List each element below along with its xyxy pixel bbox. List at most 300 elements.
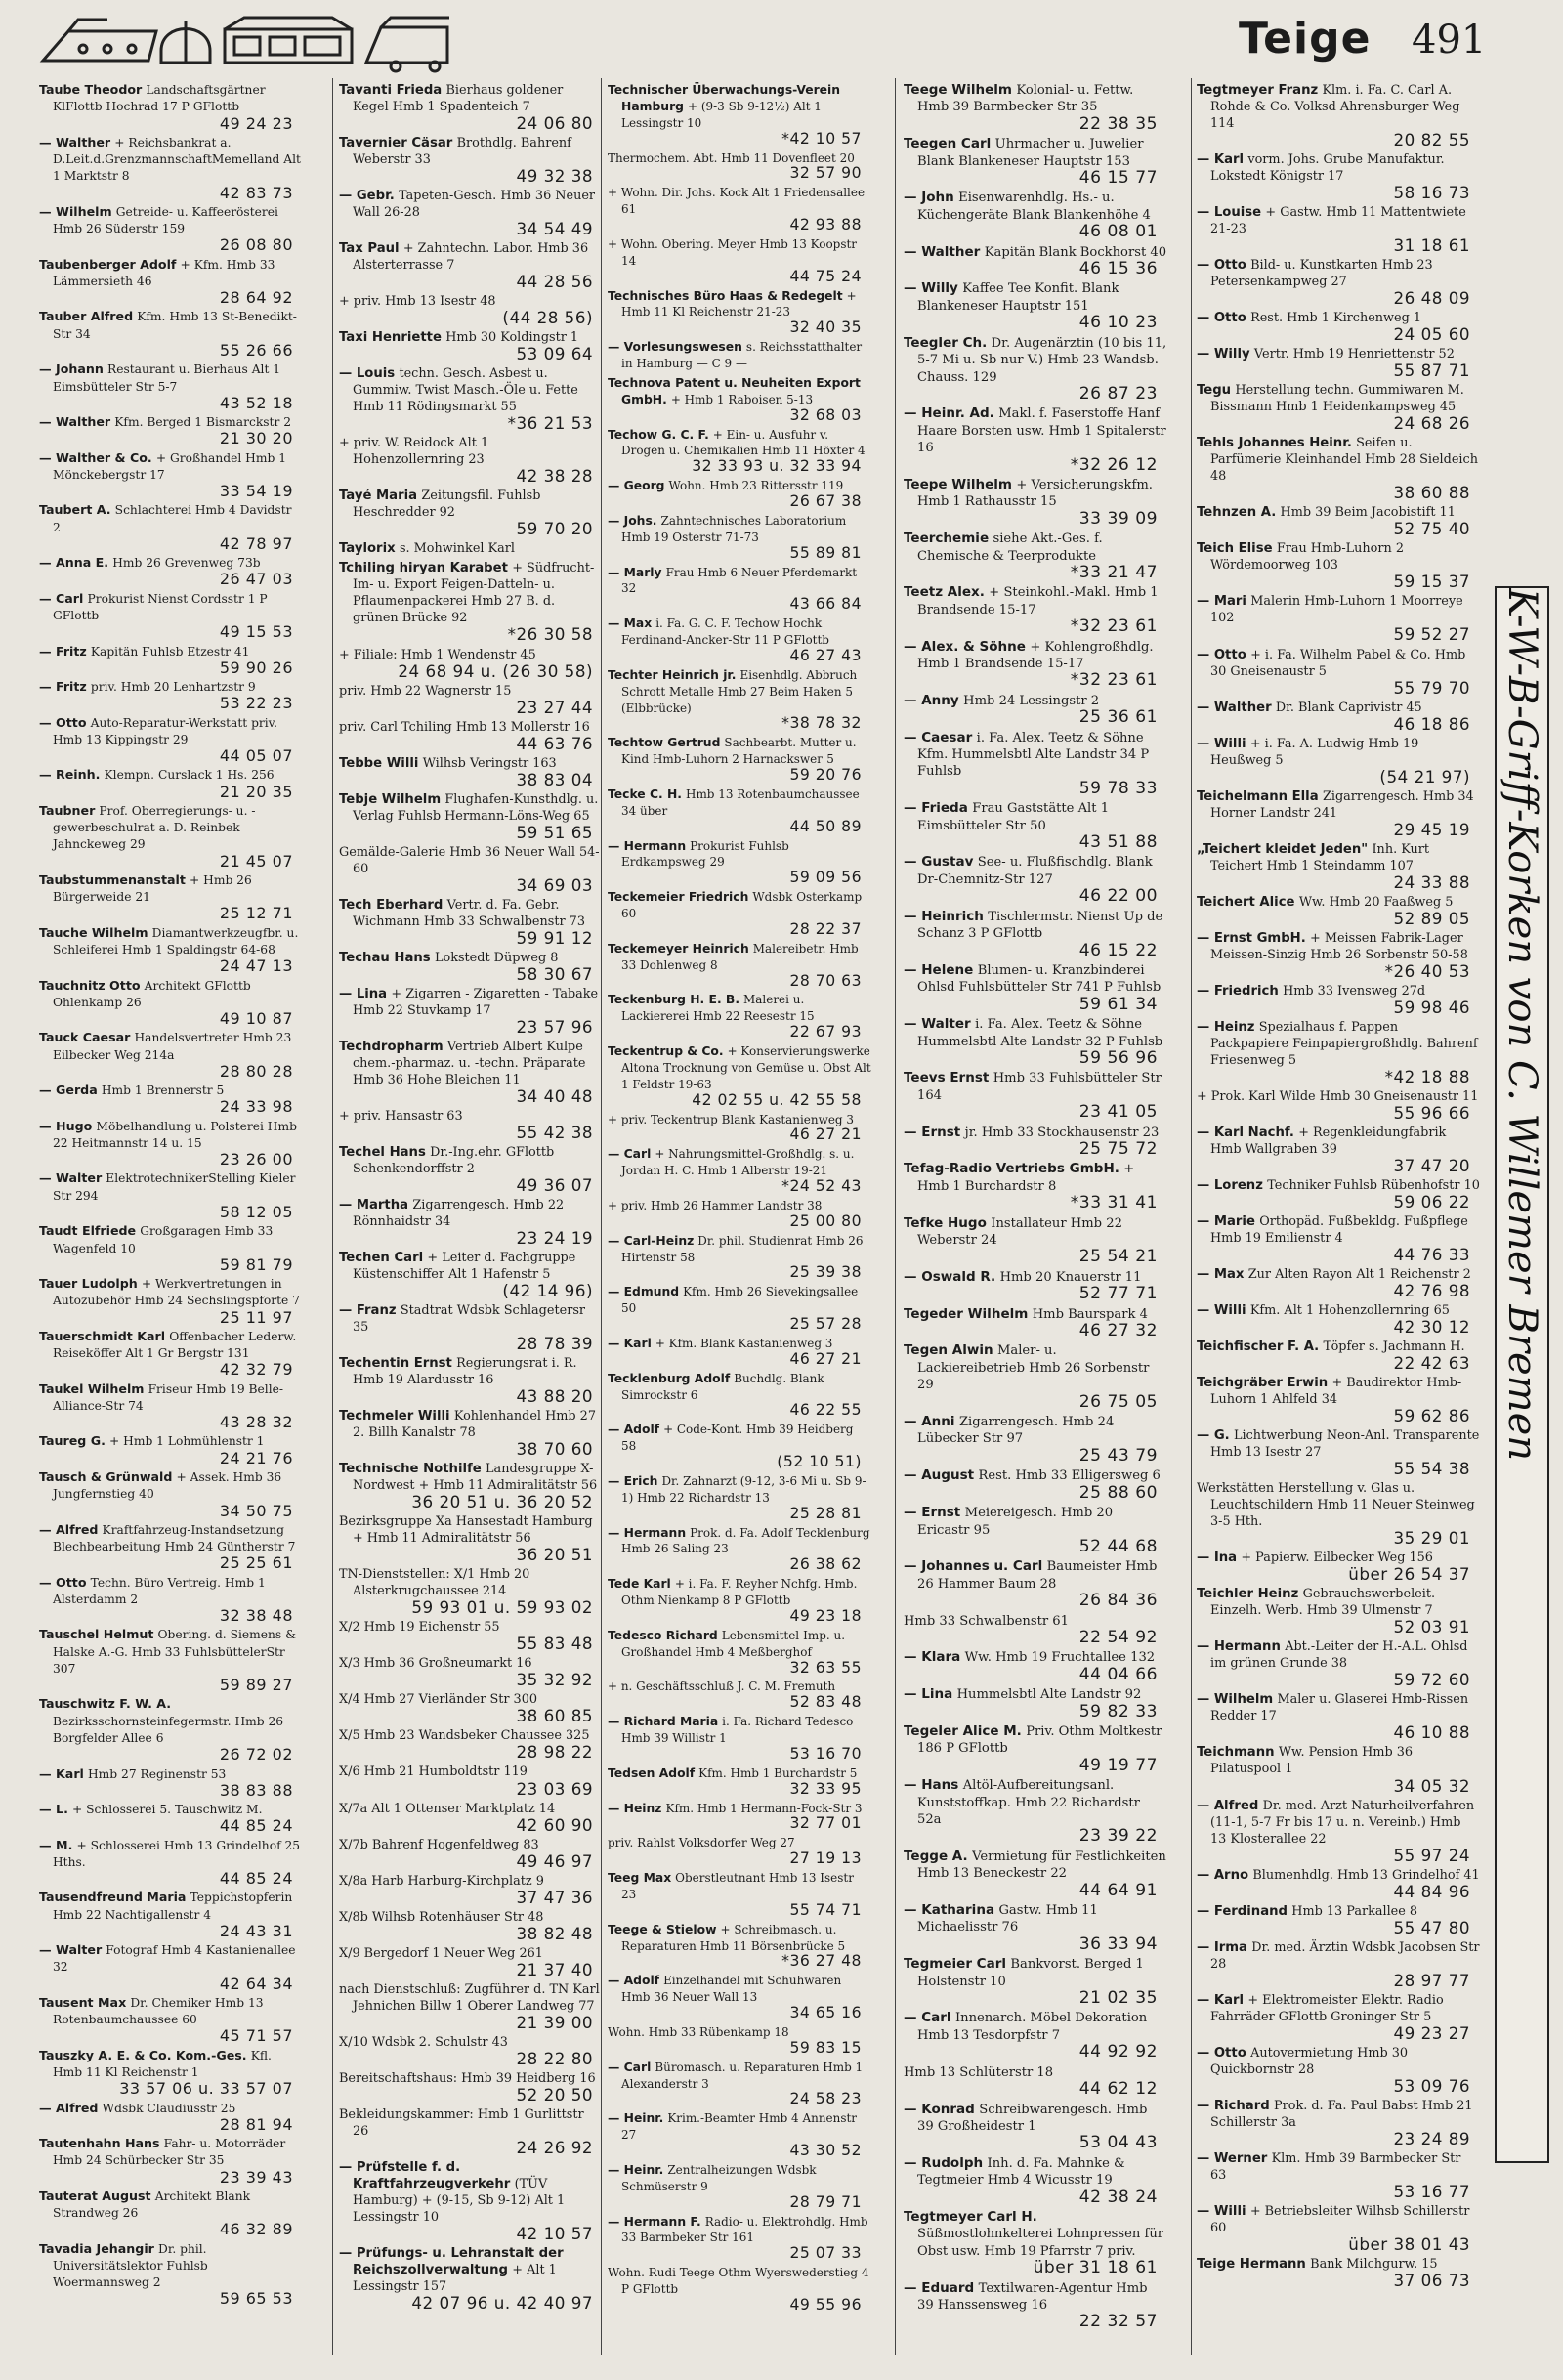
entry-phone-number: 49 19 77	[1078, 1755, 1158, 1775]
entry-details: + Wohn. Dir. Johs. Kock Alt 1 Friedensallee 61	[608, 186, 866, 217]
entry-details: Spezialhaus f. Pappen Packpapiere Feinpapiergroßhdlg. Bahrenf Friesenweg 5	[1210, 1019, 1478, 1068]
entry-details: Fahr- u. Motorräder Hmb 24 Schürbecker Str 35	[53, 2137, 286, 2168]
directory-entry	[904, 2010, 1167, 2061]
entry-details: Tapeten-Gesch. Hmb 36 Neuer Wall 26-28	[353, 189, 596, 221]
entry-phone-number: 55 97 24	[1393, 1845, 1470, 1865]
directory-entry	[339, 1945, 603, 1978]
directory-entry	[339, 791, 603, 841]
directory-entry	[608, 992, 871, 1041]
entry-phone-number: 55 74 71	[789, 1900, 862, 1919]
entry-name: Techmeler Willi	[339, 1409, 450, 1424]
entry-name: — Karl	[608, 1336, 652, 1350]
directory-entry	[39, 978, 303, 1028]
entry-details: + Prok. Karl Wilde Hmb 30 Gneisenaustr 11	[1197, 1088, 1479, 1104]
entry-phone-number: 28 97 77	[1393, 1970, 1470, 1990]
entry-name: — Willi	[1197, 2203, 1246, 2219]
directory-entry	[339, 1039, 603, 1105]
entry-name: — Carl-Heinz	[608, 1233, 695, 1248]
entry-phone-number: 25 54 21	[1078, 1247, 1158, 1267]
entry-name: — Karl	[39, 1765, 84, 1781]
entry-details: Kfm. Hmb 1 Hermann-Fock-Str 3	[665, 1801, 863, 1815]
entry-details: vorm. Johs. Grube Manufaktur. Lokstedt Königstr 17	[1210, 152, 1445, 185]
directory-entry	[1197, 151, 1480, 201]
entry-phone-number: 43 28 32	[219, 1413, 293, 1432]
entry-name: Tauber Alfred	[39, 309, 134, 324]
entry-phone-number: 44 62 12	[1078, 2079, 1158, 2100]
directory-entry	[339, 1619, 603, 1652]
entry-phone-number: 23 24 89	[1393, 2128, 1470, 2148]
entry-phone-number: 26 67 38	[789, 492, 862, 510]
entry-details: Inh. d. Fa. Mahnke & Tegtmeier Hmb 4 Wicusstr 19	[917, 2155, 1125, 2189]
directory-entry	[339, 683, 603, 716]
entry-phone-number: 53 09 76	[1393, 2075, 1470, 2096]
entry-details: + Reichsbankrat a. D.Leit.d.GrenzmannschaftMemelland Alt 1 Marktstr 8	[53, 135, 301, 184]
entry-name: — Karl	[1197, 1992, 1245, 2008]
entry-phone-number: 46 27 32	[1078, 1321, 1158, 1341]
directory-entry	[1197, 504, 1480, 537]
entry-name: — Heinz	[608, 1801, 662, 1815]
entry-phone-number: 59 20 76	[789, 766, 862, 784]
entry-details: Wohn. Hmb 23 Rittersstr 119	[668, 479, 844, 493]
entry-phone-number: 55 89 81	[789, 543, 862, 562]
directory-entry	[1197, 1213, 1480, 1263]
directory-entry	[904, 584, 1167, 635]
directory-entry	[904, 1649, 1167, 1683]
entry-details: + Wohn. Obering. Meyer Hmb 13 Koopstr 14	[608, 236, 858, 268]
entry-name: — Gustav	[904, 854, 974, 871]
entry-details: Malereibetr. Hmb 33 Dohlenweg 8	[621, 941, 859, 972]
entry-phone-number: 44 92 92	[1078, 2042, 1158, 2062]
entry-phone-number: 23 39 22	[1078, 1826, 1158, 1847]
entry-name: — Katharina	[904, 1902, 995, 1919]
entry-details: Hmb 30 Koldingstr 1	[445, 330, 579, 346]
entry-details: X/7b Bahrenf Hogenfeldweg 83	[339, 1837, 539, 1852]
entry-name: Technischer Überwachungs-Verein Hamburg	[608, 83, 841, 113]
entry-phone-number: 53 04 43	[1078, 2133, 1158, 2153]
entry-name: Teichler Heinz	[1197, 1587, 1299, 1602]
entry-name: — Marly	[608, 565, 662, 579]
entry-phone-number: *33 21 47	[1070, 562, 1158, 582]
entry-details: Buchdlg. Blank Simrockstr 6	[621, 1371, 824, 1402]
entry-phone-number: 58 16 73	[1393, 183, 1470, 203]
entry-details: + i. Fa. F. Reyher Nchfg. Hmb. Othm Nienkamp 8 P GFlottb	[621, 1577, 858, 1607]
directory-entry	[608, 1801, 871, 1833]
directory-entry	[1197, 346, 1480, 379]
directory-entry	[1197, 1903, 1480, 1936]
directory-entry	[608, 1525, 871, 1574]
entry-name: — Mari	[1197, 594, 1246, 610]
directory-entry	[339, 1302, 603, 1352]
entry-name: — Walter	[39, 1170, 103, 1186]
entry-name: — Prüfungs- u. Lehranstalt der Reichszollverwaltung	[339, 2245, 564, 2277]
entry-phone-number: 49 32 38	[516, 166, 593, 187]
entry-phone-number: *36 21 53	[507, 413, 593, 434]
entry-name: — Hermann	[608, 838, 687, 853]
entry-details: + priv. Hansastr 63	[339, 1108, 463, 1124]
directory-entry	[39, 135, 303, 201]
entry-details: + Kfm. Hmb 33 Lämmersieth 46	[53, 257, 275, 288]
directory-entry	[39, 1223, 303, 1273]
directory-entry	[39, 679, 303, 712]
entry-phone-number: 23 26 00	[219, 1150, 293, 1169]
entry-phone-number: 26 38 62	[789, 1555, 862, 1574]
entry-phone-number: 42 76 98	[1393, 1281, 1470, 1301]
entry-details: Zigarrengesch. Hmb 24 Lübecker Str 97	[917, 1415, 1115, 1447]
entry-name: — Hans	[904, 1777, 959, 1794]
entry-name: Tegmeier Carl	[904, 1956, 1007, 1973]
directory-entry	[339, 82, 603, 132]
directory-entry	[339, 1764, 603, 1797]
entry-phone-number: 58 30 67	[516, 963, 593, 984]
entry-details: Kfm. Hmb 26 Sievekingsallee 50	[621, 1285, 859, 1316]
entry-phone-number: 26 84 36	[1078, 1591, 1158, 1611]
column-rule	[895, 78, 896, 2355]
entry-details: Hmb 33 Ivensweg 27d	[1283, 983, 1426, 999]
directory-entry	[1197, 435, 1480, 501]
entry-details: Prof. Oberregierungs- u. -gewerbeschulrat a. D. Reinbek Jahnckeweg 29	[53, 803, 256, 852]
directory-entry	[339, 2070, 603, 2104]
directory-entry	[608, 513, 871, 562]
entry-phone-number: 24 47 13	[219, 956, 293, 976]
entry-details: Diamantwerkzeugfbr. u. Schleiferei Hmb 1 Spaldingstr 64-68	[53, 925, 299, 957]
entry-name: Tegen Alwin	[904, 1342, 993, 1359]
entry-details: priv. Hmb 20 Lenhartzstr 9	[90, 680, 256, 695]
entry-details: + Alt 1 Lessingstr 157	[353, 2262, 557, 2294]
entry-details: Dr. Blank Caprivistr 45	[1275, 700, 1422, 715]
directory-entry	[904, 1125, 1167, 1159]
directory-entry	[904, 1269, 1167, 1303]
entry-details: s. Mohwinkel Karl	[399, 541, 516, 557]
entry-phone-number: 32 33 95	[789, 1779, 862, 1798]
directory-entry	[39, 1170, 303, 1220]
entry-details: + Kohlengroßhdlg. Hmb 1 Brandsende 15-17	[917, 639, 1154, 671]
directory-entry	[339, 1513, 603, 1563]
entry-name: Tauterat August	[39, 2188, 151, 2203]
directory-entry	[339, 240, 603, 290]
entry-details: i. Fa. G. C. F. Techow Hochk Ferdinand-Ancker-Str 11 P GFlottb	[621, 616, 829, 647]
directory-entry	[608, 1336, 871, 1368]
entry-details: X/5 Hmb 23 Wandsbeker Chaussee 325	[339, 1728, 590, 1744]
entry-details: Auto-Reparatur-Werkstatt priv. Hmb 13 Kippingstr 29	[53, 715, 278, 746]
entry-details: + Versicherungskfm. Hmb 1 Rathausstr 15	[917, 477, 1153, 510]
directory-entry	[904, 1306, 1167, 1340]
entry-details: See- u. Flußfischdlg. Blank Dr-Chemnitz-Str 127	[917, 855, 1153, 887]
entry-details: Tischlermstr. Nienst Up de Schanz 3 P GFlottb	[917, 909, 1163, 942]
directory-entry	[1197, 1798, 1480, 1864]
directory-entry	[339, 188, 603, 237]
entry-details: Dr. med. Ärztin Wdsbk Jacobsen Str 28	[1210, 1939, 1480, 1972]
entry-name: Taubstummenanstalt	[39, 871, 186, 887]
entry-phone-number: 25 88 60	[1078, 1482, 1158, 1503]
entry-phone-number: 28 22 80	[516, 2048, 593, 2068]
entry-details: Rest. Hmb 1 Kirchenweg 1	[1250, 311, 1422, 326]
entry-phone-number: 27 19 13	[789, 1849, 862, 1868]
entry-phone-number: 23 24 19	[516, 1228, 593, 1249]
directory-entry	[39, 2136, 303, 2186]
column-2	[339, 82, 603, 2315]
entry-details: Bild- u. Kunstkarten Hmb 23 Petersenkampweg 27	[1210, 258, 1433, 290]
entry-phone-number: *32 23 61	[1070, 616, 1158, 637]
directory-entry	[608, 185, 871, 234]
entry-name: — Gebr.	[339, 189, 395, 204]
entry-name: — Hugo	[39, 1118, 93, 1133]
entry-phone-number: 49 46 97	[516, 1850, 593, 1871]
directory-entry	[1197, 1302, 1480, 1336]
directory-entry	[339, 365, 603, 432]
entry-phone-number: 59 62 86	[1393, 1406, 1470, 1426]
directory-entry	[608, 667, 871, 733]
entry-details: + Zigarren - Zigaretten - Tabake Hmb 22 Stuvkamp 17	[353, 986, 599, 1018]
entry-details: + Kfm. Blank Kastanienweg 3	[655, 1336, 833, 1350]
entry-details: + priv. Hmb 26 Hammer Landstr 38	[608, 1198, 823, 1212]
entry-name: Technova Patent u. Neuheiten Export GmbH.	[608, 375, 861, 406]
entry-phone-number: 55 54 38	[1393, 1459, 1470, 1479]
entry-name: Tauschwitz F. W. A.	[39, 1696, 172, 1712]
entry-details: X/8a Harb Harburg-Kirchplatz 9	[339, 1873, 544, 1889]
directory-entry	[608, 2214, 871, 2263]
entry-phone-number: 28 98 22	[516, 1742, 593, 1763]
directory-entry	[339, 1691, 603, 1724]
directory-entry	[608, 1043, 871, 1109]
entry-details: + Hmb 26 Bürgerweide 21	[53, 872, 252, 905]
entry-phone-number: 34 50 75	[219, 1501, 293, 1520]
entry-details: + Hmb 11 Kl Reichenstr 21-23	[621, 288, 857, 319]
entry-details: Dr. phil. Universitätslektor Fuhlsb Woermannsweg 2	[53, 2241, 208, 2290]
entry-phone-number: 44 75 24	[789, 267, 862, 285]
entry-phone-number: 22 32 57	[1078, 2312, 1158, 2332]
directory-entry	[39, 1627, 303, 1693]
entry-name: — Oswald R.	[904, 1268, 996, 1285]
entry-phone-number: 59 15 37	[1393, 572, 1470, 592]
entry-name: Tchiling hiryan Karabet	[339, 561, 508, 576]
entry-phone-number: 59 93 01 u. 59 93 02	[411, 1597, 593, 1618]
entry-name: — Hermann	[608, 1525, 687, 1540]
directory-entry	[39, 555, 303, 588]
entry-details: Offenbacher Lederw. Reiseköffer Alt 1 Gr Bergstr 131	[53, 1329, 297, 1361]
entry-details: Prokurist Nienst Cordsstr 1 P GFlottb	[53, 591, 268, 622]
entry-name: Teege & Stielow	[608, 1922, 717, 1936]
entry-phone-number: 36 33 94	[1078, 1934, 1158, 1954]
entry-details: Süßmostlohnkelterei Lohnpressen für Obst usw. Hmb 19 Pfarrstr 7 priv.	[917, 2227, 1164, 2259]
entry-name: Tausendfreund Maria	[39, 1890, 187, 1905]
entry-phone-number: 44 76 33	[1393, 1245, 1470, 1265]
entry-details: Frau Gaststätte Alt 1 Eimsbütteler Str 50	[917, 801, 1110, 833]
entry-phone-number: 23 39 43	[219, 2167, 293, 2187]
entry-name: — Alex. & Söhne	[904, 638, 1026, 655]
entry-name: Teichelmann Ella	[1197, 788, 1319, 804]
directory-entry	[39, 2048, 303, 2098]
directory-entry	[904, 639, 1167, 690]
entry-name: Tauerschmidt Karl	[39, 1328, 166, 1343]
entry-phone-number: 53 22 23	[219, 694, 293, 713]
directory-entry	[1197, 2150, 1480, 2200]
entry-name: Techentin Ernst	[339, 1356, 452, 1372]
entry-phone-number: *42 10 57	[782, 129, 862, 148]
directory-entry	[39, 1575, 303, 1625]
entry-details: Makl. f. Faserstoffe Hanf Haare Borsten usw. Hmb 1 Spitalerstr 16	[917, 406, 1166, 456]
entry-details: Baumeister Hmb 26 Hammer Baum 28	[917, 1559, 1158, 1592]
entry-name: Teerchemie	[904, 531, 990, 547]
directory-entry	[39, 767, 303, 800]
entry-phone-number: 52 89 05	[1393, 908, 1470, 928]
entry-details: Maler u. Glaserei Hmb-Rissen Redder 17	[1210, 1692, 1469, 1724]
entry-phone-number: 22 42 63	[1393, 1353, 1470, 1374]
directory-entry	[904, 2280, 1167, 2331]
directory-entry	[608, 1146, 871, 1195]
directory-entry	[339, 560, 603, 643]
entry-details: Kapitän Fuhlsb Etzestr 41	[90, 644, 250, 659]
entry-details: Meiereigesch. Hmb 20 Ericastr 95	[917, 1506, 1114, 1538]
entry-details: Eisenwarenhdlg. Hs.- u. Küchengeräte Blank Blankenhöhe 4	[917, 191, 1151, 223]
entry-phone-number: 42 64 34	[219, 1974, 293, 1993]
entry-name: Tauche Wilhelm	[39, 924, 148, 940]
entry-name: Tebbe Willi	[339, 755, 419, 771]
directory-entry	[1197, 1125, 1480, 1174]
entry-details: Frau Hmb-Luhorn 2 Wördemoorweg 103	[1210, 541, 1404, 574]
directory-entry	[904, 2102, 1167, 2152]
entry-phone-number: 52 44 68	[1078, 1536, 1158, 1556]
entry-name: — Gerda	[39, 1083, 98, 1098]
entry-details: techn. Gesch. Asbest u. Gummiw. Twist Masch.-Öle u. Fette Hmb 11 Rödingsmarkt 55	[353, 366, 578, 415]
entry-name: — Konrad	[904, 2101, 975, 2117]
entry-phone-number: 22 54 92	[1078, 1627, 1158, 1647]
entry-name: — Max	[608, 616, 653, 631]
entry-phone-number: 43 88 20	[516, 1386, 593, 1407]
entry-phone-number: 49 36 07	[516, 1174, 593, 1195]
entry-phone-number: 42 38 28	[516, 466, 593, 487]
entry-name: — Ina	[1197, 1551, 1238, 1566]
directory-entry	[608, 2162, 871, 2211]
entry-details: Dr.-Ing.ehr. GFlottb Schenkendorffstr 2	[353, 1144, 555, 1176]
entry-name: — Ernst	[904, 1124, 961, 1140]
entry-phone-number: 25 28 81	[789, 1504, 862, 1522]
directory-entry	[608, 236, 871, 285]
entry-details: Bank Milchgurw. 15	[1310, 2256, 1438, 2272]
directory-entry	[904, 82, 1167, 133]
directory-entry	[904, 477, 1167, 528]
directory-entry	[608, 1835, 871, 1867]
entry-details: Hmb Baurspark 4	[1032, 1306, 1148, 1322]
entry-phone-number: (44 28 56)	[502, 308, 593, 328]
directory-entry	[339, 488, 603, 537]
directory-entry	[339, 293, 603, 326]
entry-phone-number: *33 31 41	[1070, 1193, 1158, 1213]
entry-details: Hummelsbtl Alte Landstr 92	[956, 1687, 1142, 1703]
entry-phone-number: 38 83 04	[516, 769, 593, 789]
entry-details: + Schlosserei Hmb 13 Grindelhof 25 Hths.	[53, 1838, 301, 1869]
directory-entry	[339, 755, 603, 788]
page-header	[0, 0, 1563, 82]
entry-name: — Vorlesungswesen	[608, 340, 742, 355]
header-logos	[39, 12, 459, 74]
entry-name: Tede Karl	[608, 1577, 671, 1592]
entry-details: Seifen u. Parfümerie Kleinhandel Hmb 28 Sieldeich 48	[1210, 436, 1478, 485]
entry-details: + priv. Hmb 13 Isestr 48	[339, 294, 496, 310]
entry-name: — Adolf	[608, 1423, 660, 1437]
entry-name: Teegler Ch.	[904, 334, 988, 351]
directory-entry	[608, 786, 871, 835]
entry-phone-number: (54 21 97)	[1379, 766, 1470, 786]
entry-name: — Walther	[1197, 700, 1272, 715]
directory-entry	[1197, 1744, 1480, 1794]
entry-details: X/2 Hmb 19 Eichenstr 55	[339, 1620, 500, 1636]
entry-details: priv. Carl Tchiling Hmb 13 Mollerstr 16	[339, 719, 590, 735]
directory-entry	[1197, 1375, 1480, 1424]
entry-details: Oberstleutnant Hmb 13 Isestr 23	[621, 1871, 854, 1901]
directory-entry	[904, 280, 1167, 331]
entry-phone-number: 25 12 71	[219, 904, 293, 923]
entry-name: Technische Nothilfe	[339, 1462, 482, 1477]
entry-details: Kfl. Hmb 11 Kl Reichenstr 1	[53, 2048, 272, 2080]
entry-details: Hmb 27 Reginenstr 53	[88, 1766, 227, 1781]
entry-phone-number: 46 10 88	[1393, 1722, 1470, 1743]
entry-details: Landschaftsgärtner KlFlottb Hochrad 17 P GFlottb	[53, 83, 266, 114]
entry-details: Krim.-Beamter Hmb 4 Annenstr 27	[621, 2111, 857, 2143]
entry-phone-number: *38 78 32	[782, 714, 862, 733]
entry-details: priv. Hmb 22 Wagnerstr 15	[339, 683, 512, 699]
entry-phone-number: 20 82 55	[1393, 130, 1470, 150]
entry-phone-number: 59 81 79	[219, 1254, 293, 1274]
directory-entry	[39, 1119, 303, 1169]
entry-name: — Carl	[608, 1147, 652, 1162]
entry-details: Hmb 13 Schlüterstr 18	[904, 2064, 1054, 2080]
entry-name: — August	[904, 1467, 975, 1484]
entry-name: — Heinr. Ad.	[904, 405, 994, 422]
entry-name: — Anna E.	[39, 555, 109, 571]
entry-phone-number: 29 45 19	[1393, 819, 1470, 839]
entry-name: Tegeder Wilhelm	[904, 1305, 1029, 1322]
directory-entry	[339, 1408, 603, 1458]
directory-entry	[904, 244, 1167, 278]
entry-name: Teich Elise	[1197, 541, 1273, 557]
entry-phone-number: 44 05 07	[219, 746, 293, 766]
directory-entry	[39, 1433, 303, 1466]
entry-details: Malerei u. Lackiererei Hmb 22 Reesestr 15	[621, 993, 815, 1024]
entry-name: — Ernst GmbH.	[1197, 930, 1306, 946]
entry-phone-number: 24 68 26	[1393, 413, 1470, 434]
entry-phone-number: über 31 18 61	[1033, 2258, 1158, 2278]
entry-phone-number: *32 23 61	[1070, 670, 1158, 691]
directory-entry	[608, 2110, 871, 2159]
running-head: Teige	[1239, 14, 1372, 64]
entry-phone-number: 52 03 91	[1393, 1617, 1470, 1637]
directory-entry	[608, 1576, 871, 1625]
entry-name: — Otto	[1197, 2045, 1246, 2061]
entry-name: — Arno	[1197, 1867, 1249, 1883]
column-rule	[1191, 78, 1192, 2355]
entry-phone-number: 38 60 85	[516, 1706, 593, 1726]
entry-name: — Willy	[1197, 347, 1250, 362]
entry-name: — Anni	[904, 1414, 955, 1430]
entry-phone-number: 23 57 96	[516, 1016, 593, 1037]
entry-name: Tedsen Adolf	[608, 1765, 696, 1780]
directory-entry	[904, 405, 1167, 474]
entry-name: — Walther	[39, 414, 111, 430]
directory-entry	[608, 1714, 871, 1763]
entry-details: + Baudirektor Hmb-Luhorn 1 Ahlfeld 34	[1210, 1376, 1462, 1408]
entry-phone-number: 34 54 49	[516, 219, 593, 239]
entry-details: Architekt Blank Strandweg 26	[53, 2189, 251, 2221]
directory-entry	[1197, 700, 1480, 733]
directory-entry	[904, 2064, 1167, 2099]
entry-name: — Alfred	[39, 2100, 99, 2115]
entry-phone-number: 46 27 43	[789, 646, 862, 664]
entry-name: Tauck Caesar	[39, 1030, 131, 1045]
entry-details: nach Dienstschluß: Zugführer d. TN Karl Jehnichen Billw 1 Oberer Landweg 77	[339, 1981, 600, 2014]
entry-name: Tecklenburg Adolf	[608, 1371, 731, 1385]
entry-details: Bankvorst. Berged 1 Holstenstr 10	[917, 1957, 1144, 1989]
entry-name: — John	[904, 190, 954, 206]
